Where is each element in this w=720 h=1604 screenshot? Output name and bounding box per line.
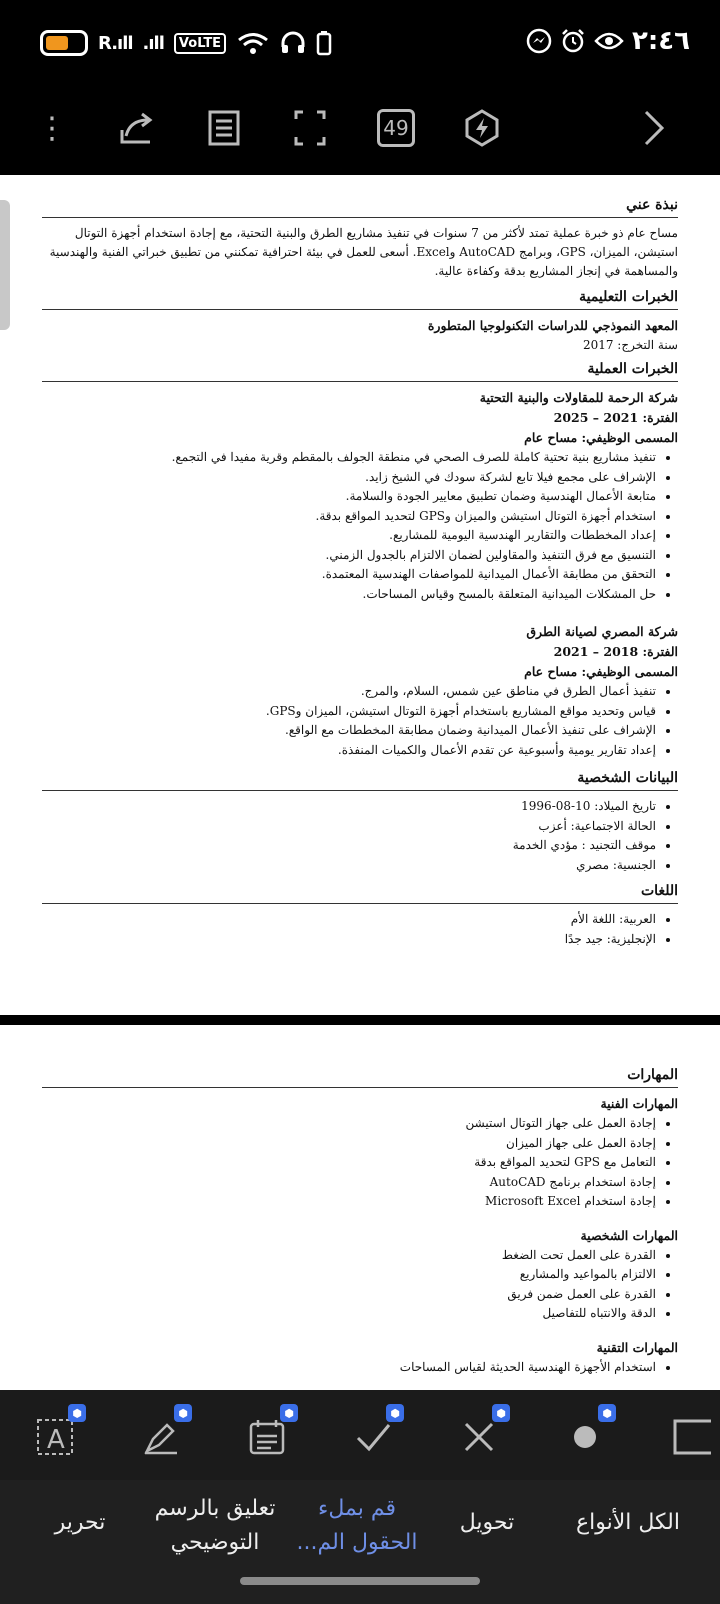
graduation-year: سنة التخرج: 2017 [582,338,678,352]
draw-line2: التوضيحي [170,1530,260,1555]
premium-badge-icon: ⬢ [280,1404,298,1422]
ai-tools-icon[interactable] [458,104,506,152]
home-indicator[interactable] [240,1577,480,1585]
list-item: • الإنجليزية: جيد جدًا [42,930,656,950]
rectangle-tool-icon[interactable] [666,1412,716,1462]
fill-fields-line2: الحقول الم... [296,1530,418,1555]
reading-mode-icon[interactable] [200,104,248,152]
alarm-icon [560,28,586,54]
list-item: • الالتزام بالمواعيد والمشاريع [42,1265,656,1285]
date-tool-icon[interactable] [242,1406,294,1462]
list-item: • إجادة استخدام برنامج AutoCAD [42,1173,656,1193]
list-item: • استخدام الأجهزة الهندسية الحديثة لقياس المساحات [42,1358,656,1378]
list-item: • استخدام أجهزة التوتال استيشن والميزان وGPS لتحديد المواقع بدقة. [42,507,656,527]
pdf-page-2 [0,1025,720,1390]
list-item: • التحقق من مطابقة الأعمال الميدانية للمواصفات الهندسية المعتمدة. [42,565,656,585]
eye-icon [594,30,624,52]
premium-badge-icon: ⬢ [68,1404,86,1422]
institute-name: المعهد النموذجي للدراسات التكنولوجيا المتطورة [427,318,678,333]
battery-small-icon [316,30,332,56]
languages-heading: اللغات [42,883,678,904]
checkmark-tool-icon[interactable] [348,1406,400,1462]
tab-edit[interactable]: تحرير [54,1510,106,1535]
signal-icon-1: R.ıll [98,32,133,54]
skills-heading: المهارات [42,1067,678,1088]
list-item: • الدقة والانتباه للتفاصيل [42,1304,656,1324]
languages-list [42,910,678,949]
about-heading: نبذة عني [42,197,678,218]
about-text: مساح عام ذو خبرة عملية تمتد لأكثر من 7 سنوات في تنفيذ مشاريع الطرق والبنية التحتية، مع إجادة استخدام أجهزة التوتال استيشن، الميزان، GPS، وبرامج AutoCAD وExcel. أسعى للعمل في بيئة احترافية تمكنني من تطبيق خبراتي الفنية والهندسية والمساهمة في إنجاز المشاريع بدقة وكفاءة عالية. [49,226,678,278]
pdf-page-1 [0,175,720,1015]
signal-icon-2: .ıll [142,32,164,54]
techno-skills-list [42,1358,678,1378]
wifi-icon [236,31,270,55]
page-2-content [42,1067,678,1377]
dot-tool-icon[interactable] [560,1406,612,1462]
job2-tasks [42,682,678,760]
signature-tool-icon[interactable] [136,1406,188,1462]
viewer-toolbar [0,90,720,175]
tab-all-types[interactable]: الكل الأنواع [575,1510,680,1535]
job2-title: المسمى الوظيفي: مساح عام [524,664,678,679]
list-item: • إجادة استخدام Microsoft Excel [42,1192,656,1212]
job1-title: المسمى الوظيفي: مساح عام [524,430,678,445]
annotation-toolbar [0,1390,720,1480]
list-item: • الحالة الاجتماعية: أعزب [42,817,656,837]
fullscreen-icon[interactable] [286,104,334,152]
list-item: • التنسيق مع فرق التنفيذ والمقاولين لضمان الالتزام بالجدول الزمني. [42,546,656,566]
list-item: • العربية: اللغة الأم [42,910,656,930]
tab-fill-fields[interactable] [292,1492,422,1560]
status-bar [0,0,720,90]
premium-badge-icon: ⬢ [386,1404,404,1422]
messenger-icon [526,28,552,54]
cross-tool-icon[interactable] [454,1406,506,1462]
education-heading: الخبرات التعليمية [42,289,678,310]
bottom-navigation [0,1480,720,1604]
premium-badge-icon: ⬢ [174,1404,192,1422]
list-item: • متابعة الأعمال الهندسية وضمان تطبيق معايير الجودة والسلامة. [42,487,656,507]
tech-skills-list [42,1114,678,1212]
list-item: • الجنسية: مصري [42,856,656,876]
job2-period: الفترة: 2018 – 2021 [553,644,678,659]
soft-skills-heading: المهارات الشخصية [580,1227,678,1243]
list-item: • إجادة العمل على جهاز التوتال استيشن [42,1114,656,1134]
experience-heading: الخبرات العملية [42,361,678,382]
list-item: • القدرة على العمل تحت الضغط [42,1246,656,1266]
list-item: • تنفيذ أعمال الطرق في مناطق عين شمس، السلام، والمرج. [42,682,656,702]
tab-convert[interactable]: تحويل [459,1510,515,1535]
scroll-handle[interactable] [0,200,10,330]
share-icon[interactable] [114,104,162,152]
list-item: • حل المشكلات الميدانية المتعلقة بالمسح وقياس المساحات. [42,585,656,605]
chevron-right-icon[interactable] [630,104,678,152]
fill-fields-line1: قم بملء [318,1496,396,1521]
tech-skills-heading: المهارات الفنية [600,1096,678,1111]
job2-company: شركة المصري لصيانة الطرق [526,624,678,639]
draw-line1: تعليق بالرسم [154,1496,276,1521]
clock-time: ٢:٤٦ [631,26,690,56]
list-item: • تنفيذ مشاريع بنية تحتية كاملة للصرف الصحي في منطقة الجولف بالمقطم وقرية مفيدا في التجمع. [42,448,656,468]
page-count-button[interactable] [372,104,420,152]
headphones-icon [280,31,306,55]
techno-skills-heading: المهارات التقنية [596,1339,678,1355]
tab-draw-annotation[interactable] [150,1492,280,1560]
premium-badge-icon: ⬢ [598,1404,616,1422]
soft-skills-list [42,1246,678,1324]
list-item: • الإشراف على مجمع فيلا تابع لشركة سودك في الشيخ زايد. [42,468,656,488]
list-item: • إعداد تقارير يومية وأسبوعية عن تقدم الأعمال والكميات المنفذة. [42,741,656,761]
list-item: • التعامل مع GPS لتحديد المواقع بدقة [42,1153,656,1173]
job1-tasks [42,448,678,604]
personal-heading: البيانات الشخصية [42,770,678,791]
page-1-content [42,197,678,949]
job1-period: الفترة: 2021 – 2025 [553,410,678,425]
list-item: • قياس وتحديد مواقع المشاريع باستخدام أجهزة التوتال استيشن، الميزان وGPS. [42,702,656,722]
list-item: • تاريخ الميلاد: 10-08-1996 [42,797,656,817]
list-item: • إعداد المخططات والتقارير الهندسية اليومية للمشاريع. [42,526,656,546]
more-options-icon[interactable]: ⋮ [37,110,67,146]
svg-text:A: A [47,1425,65,1455]
volte-icon: VoLTE [174,33,226,54]
premium-badge-icon: ⬢ [492,1404,510,1422]
text-box-tool-icon[interactable] [30,1406,82,1462]
list-item: • الإشراف على تنفيذ الأعمال الميدانية وضمان مطابقة المخططات مع الواقع. [42,721,656,741]
list-item: • إجادة العمل على جهاز الميزان [42,1134,656,1154]
list-item: • موقف التجنيد : مؤدي الخدمة [42,836,656,856]
personal-list [42,797,678,875]
page-count: 49 [377,109,415,147]
list-item: • القدرة على العمل ضمن فريق [42,1285,656,1305]
battery-icon [40,30,88,56]
job1-company: شركة الرحمة للمقاولات والبنية التحتية [479,390,678,405]
